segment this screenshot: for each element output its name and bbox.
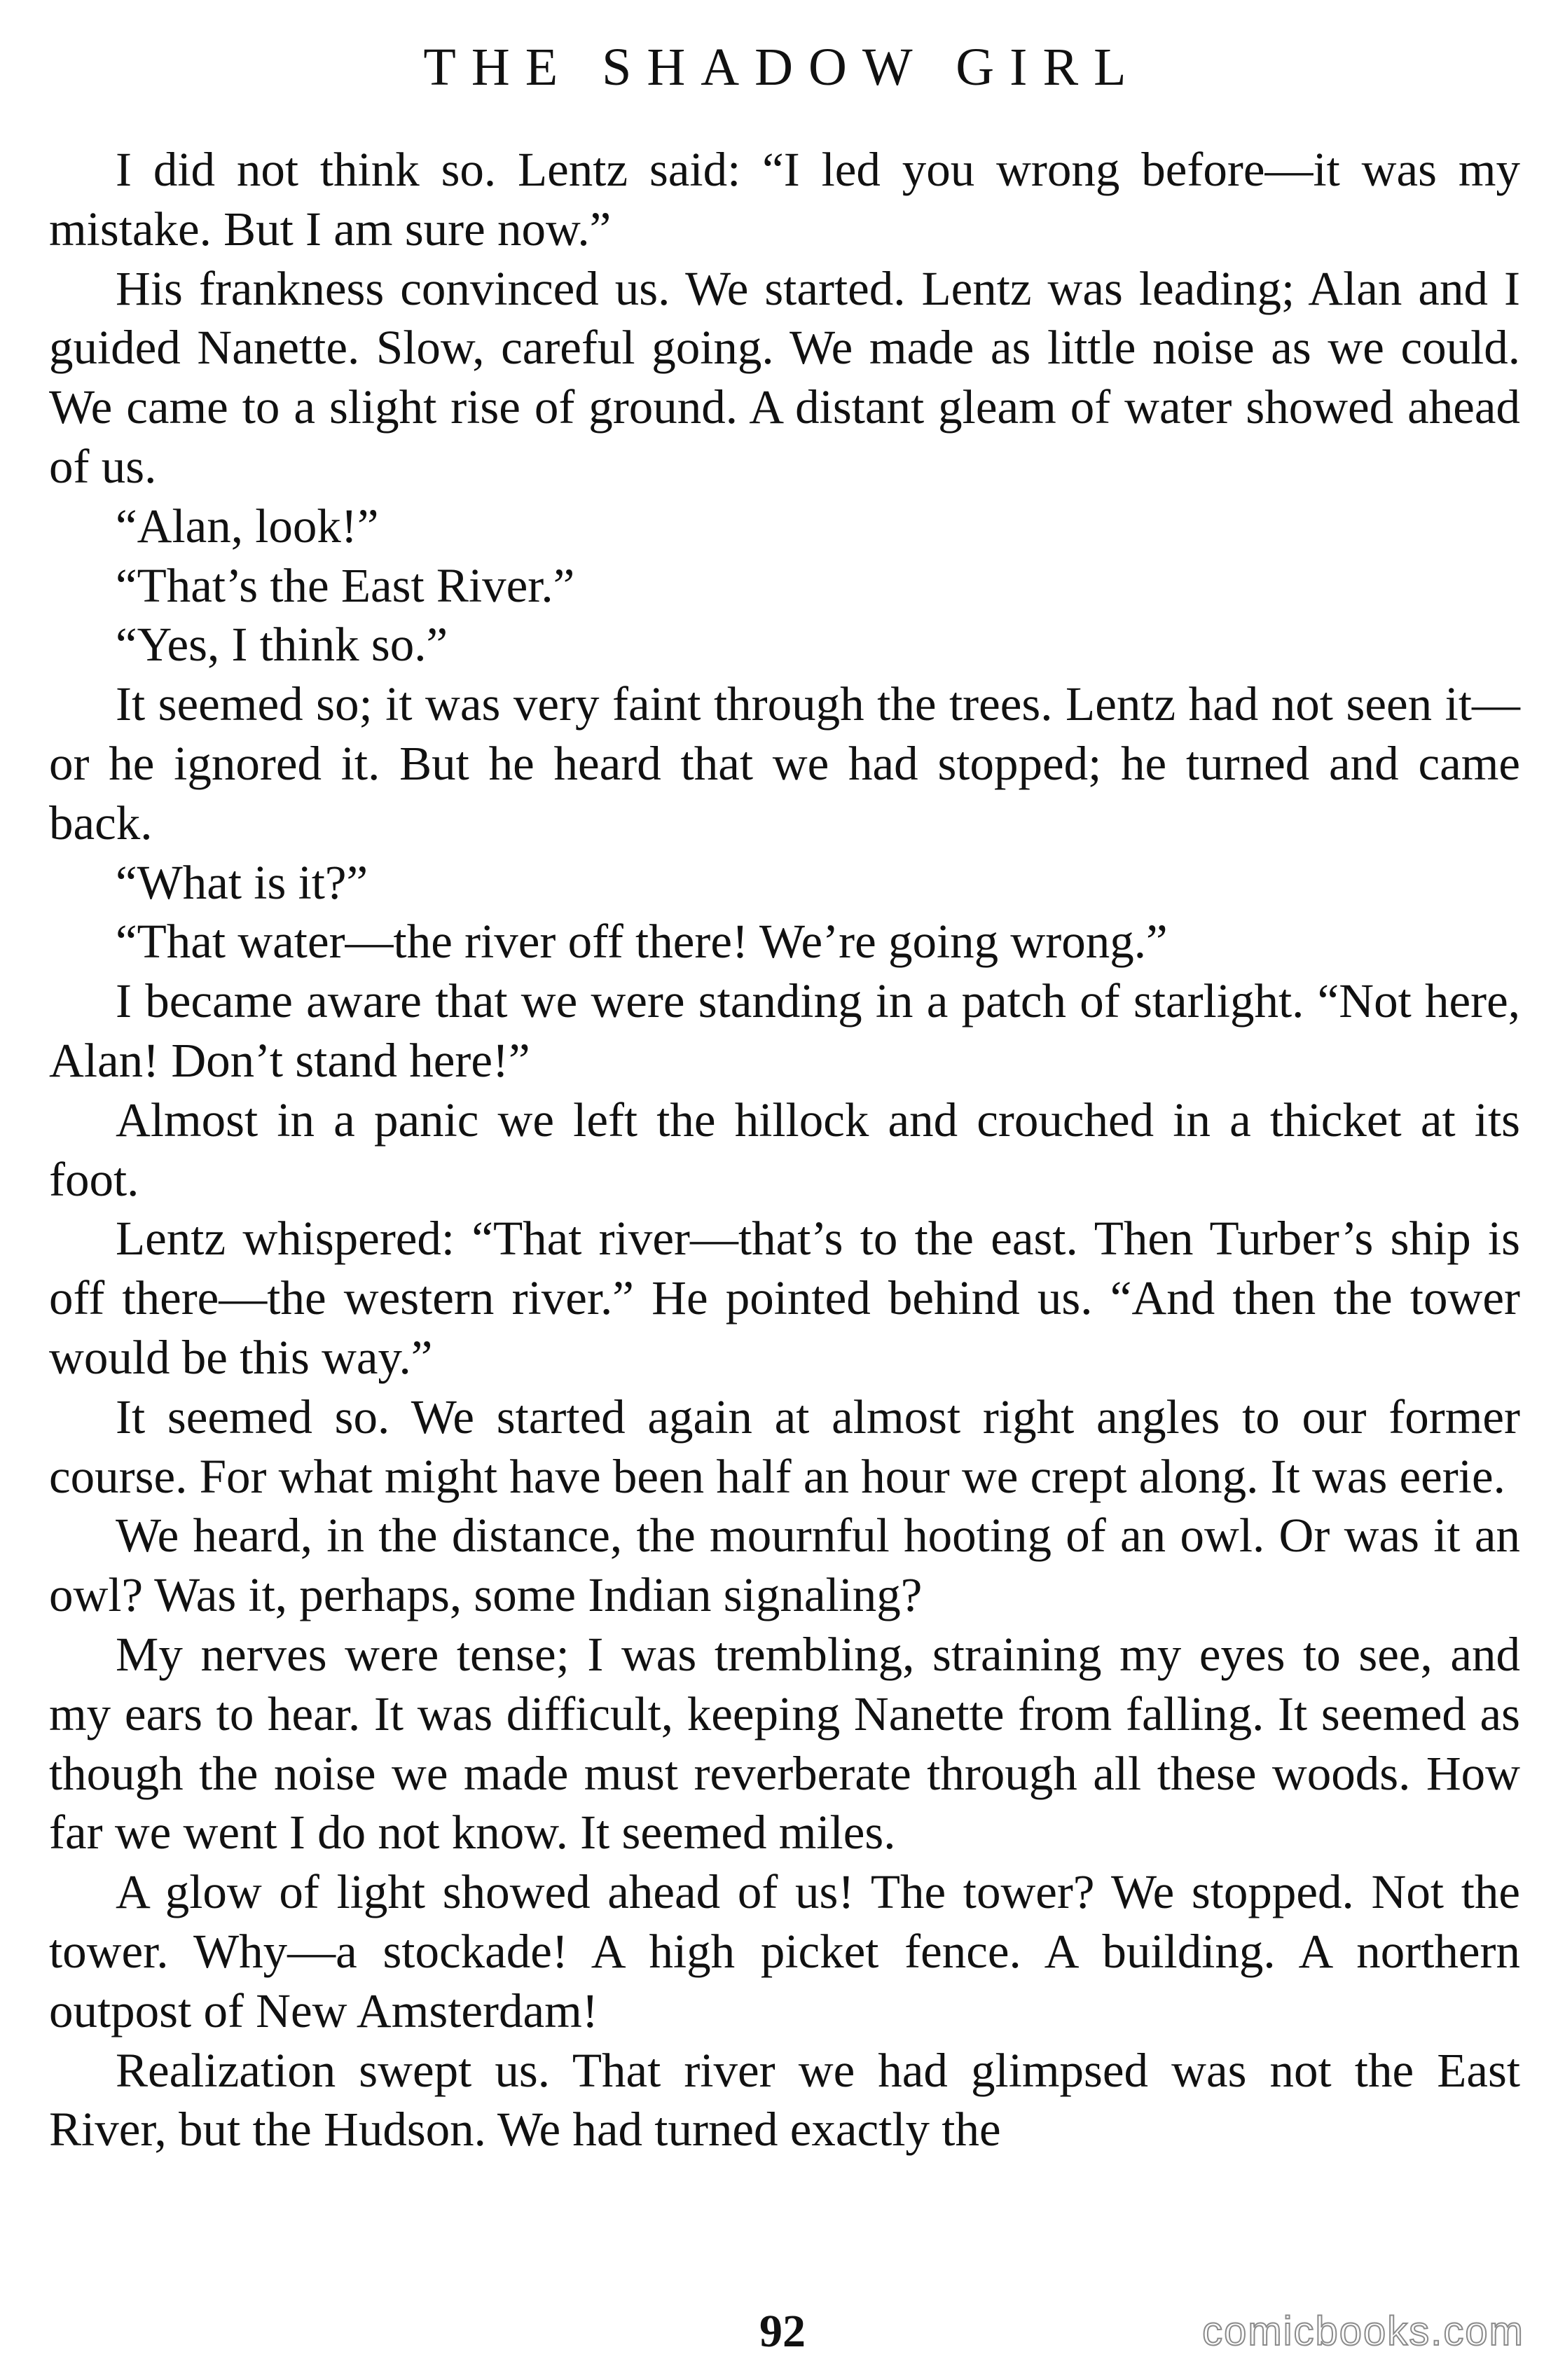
page-number: 92 [759,2306,806,2357]
paragraph: It seemed so; it was very faint through the trees. Lentz had not seen it—or he ignored it. But he heard that we had stopped; he turned and came back. [49,677,1520,850]
paragraph: It seemed so. We started again at almost right angles to our former course. For what might have been half an hour we crept along. It was eerie. [49,1390,1520,1503]
running-head: THE SHADOW GIRL [423,38,1142,97]
paragraph: “That’s the East River.” [116,558,575,612]
paragraph: Realization swept us. That river we had glimpsed was not the East River, but the Hudson. We had turned exactly the [49,2043,1520,2157]
paragraph: “What is it?” [116,855,368,909]
paragraph: We heard, in the distance, the mournful hooting of an owl. Or was it an owl? Was it, perhaps, some Indian signaling? [49,1509,1520,1622]
paragraph: Lentz whispered: “That river—that’s to the east. Then Turber’s ship is off there—the western river.” He pointed behind us. “And then the tower would be this way.” [49,1212,1520,1384]
paragraph: “That water—the river off there! We’re going wrong.” [116,915,1168,969]
paragraph: I did not think so. Lentz said: “I led you wrong before—it was my mistake. But I am sure now.” [49,143,1520,256]
body-text [49,140,1520,2159]
paragraph: His frankness convinced us. We started. Lentz was leading; Alan and I guided Nanette. Slow, careful going. We made as little noise as we could. We came to a slight rise of ground. A distant gleam of water showed ahead of us. [49,261,1520,493]
paragraph: My nerves were tense; I was trembling, straining my eyes to see, and my ears to hear. It was difficult, keeping Nanette from falling. It seemed as though the noise we made must reverberate through all these woods. How far we went I do not know. It seemed miles. [49,1627,1520,1860]
paragraph: I became aware that we were standing in a patch of starlight. “Not here, Alan! Don’t stand here!” [49,974,1520,1087]
paragraph: Almost in a panic we left the hillock and crouched in a thicket at its foot. [49,1093,1520,1206]
paragraph: A glow of light showed ahead of us! The tower? We stopped. Not the tower. Why—a stockade! A high picket fence. A building. A northern outpost of New Amsterdam! [49,1865,1520,2037]
paragraph: “Yes, I think so.” [116,618,448,672]
paragraph: “Alan, look!” [116,499,379,553]
watermark: comicbooks.com [1202,2309,1524,2354]
